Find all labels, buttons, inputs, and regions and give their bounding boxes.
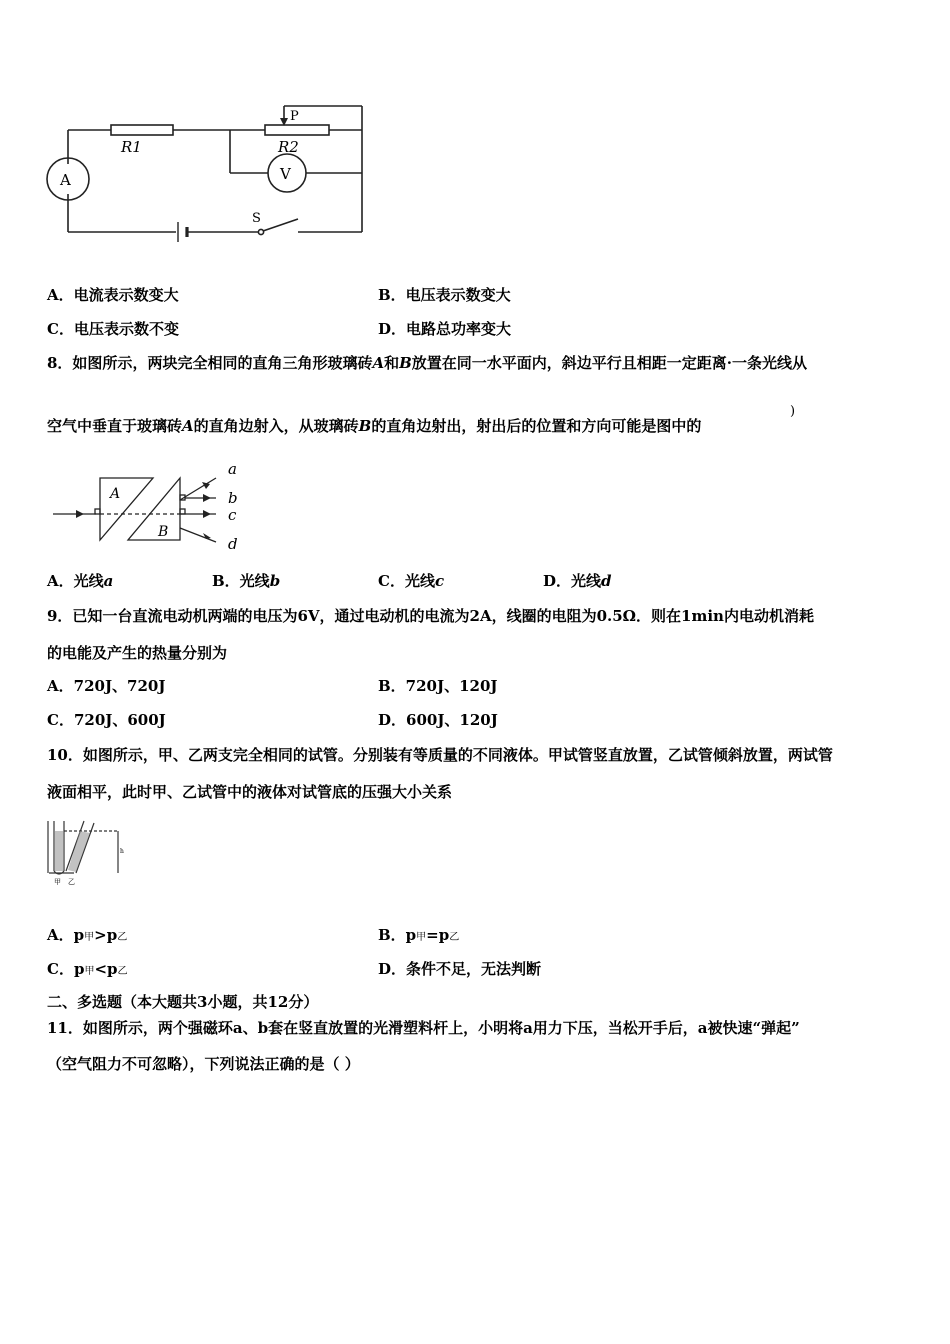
q11-stem-line2: （空气阻力不可忽略），下列说法正确的是（ ） <box>47 1055 360 1073</box>
q9-option-d: D．600J、120J <box>378 711 498 729</box>
label-h: h <box>120 848 124 855</box>
q7-option-d: D．电路总功率变大 <box>378 320 512 338</box>
resistor-r2 <box>265 125 329 135</box>
q10-stem-line1: 10．如图所示，甲、乙两支完全相同的试管。分别装有等质量的不同液体。甲试管竖直放置，乙试管倾斜放置，两试管 <box>47 746 833 764</box>
arrow-b <box>203 494 211 502</box>
prism-a <box>100 478 153 540</box>
q9-stem-line2: 的电能及产生的热量分别为 <box>47 644 228 662</box>
q9-option-c: C．720J、600J <box>47 711 166 729</box>
label-p: P <box>290 109 299 124</box>
q8-stem-line2: 空气中垂直于玻璃砖A的直角边射入，从玻璃砖B的直角边射出，射出后的位置和方向可能是图中的 <box>47 417 702 435</box>
q7-option-b: B．电压表示数变大 <box>378 286 511 304</box>
label-r1: R1 <box>121 138 142 156</box>
label-ray-d: d <box>228 535 238 553</box>
label-ray-b: b <box>228 489 238 507</box>
arrow-c <box>203 510 211 518</box>
label-s: S <box>252 211 261 226</box>
q8-option-a: A．光线a <box>47 572 114 590</box>
section-title: 二、多选题（本大题共3小题，共12分） <box>47 993 319 1011</box>
q9-option-a: A．720J、720J <box>47 677 166 695</box>
switch-contact <box>258 229 263 234</box>
q8-option-d: D．光线d <box>543 572 612 590</box>
label-r2: R2 <box>278 138 299 156</box>
label-ray-c: c <box>228 506 237 524</box>
q10-option-c: C．p甲<p乙 <box>47 960 128 978</box>
q9-stem-line1: 9．已知一台直流电动机两端的电压为6V，通过电动机的电流为2A，线圈的电阻为0.5Ω．则在1min内电动机消耗 <box>47 607 814 625</box>
label-jia: 甲 <box>54 878 61 886</box>
label-yi: 乙 <box>68 878 75 886</box>
q8-stem-line1: 8．如图所示，两块完全相同的直角三角形玻璃砖A和B放置在同一水平面内，斜边平行且相距一定距离·一条光线从 <box>47 354 808 372</box>
q8-option-c: C．光线c <box>378 572 445 590</box>
label-a: A <box>60 171 71 189</box>
q8-paren: ) <box>790 404 796 419</box>
switch-blade <box>263 219 298 231</box>
q9-option-b: B．720J、120J <box>378 677 498 695</box>
q10-option-b: B．p甲=p乙 <box>378 926 460 944</box>
prism-b <box>128 478 180 540</box>
label-block-a: A <box>110 486 121 502</box>
glass-prism-figure <box>48 458 258 558</box>
test-tube-figure <box>44 817 134 889</box>
arrow-in <box>76 510 84 518</box>
q8-option-b: B．光线b <box>212 572 281 590</box>
q7-option-a: A．电流表示数变大 <box>47 286 179 304</box>
label-ray-a: a <box>228 460 237 478</box>
circuit-diagram <box>40 98 380 248</box>
label-v: V <box>280 165 291 183</box>
label-block-b: B <box>158 524 169 540</box>
q10-option-d: D．条件不足，无法判断 <box>378 960 542 978</box>
q10-option-a: A．p甲>p乙 <box>47 926 128 944</box>
q11-stem-line1: 11．如图所示，两个强磁环a、b套在竖直放置的光滑塑料杆上，小明将a用力下压，当松开手后，a被快速“弹起” <box>47 1019 800 1037</box>
q10-stem-line2: 液面相平，此时甲、乙试管中的液体对试管底的压强大小关系 <box>47 783 453 801</box>
resistor-r1 <box>111 125 173 135</box>
q7-option-c: C．电压表示数不变 <box>47 320 179 338</box>
